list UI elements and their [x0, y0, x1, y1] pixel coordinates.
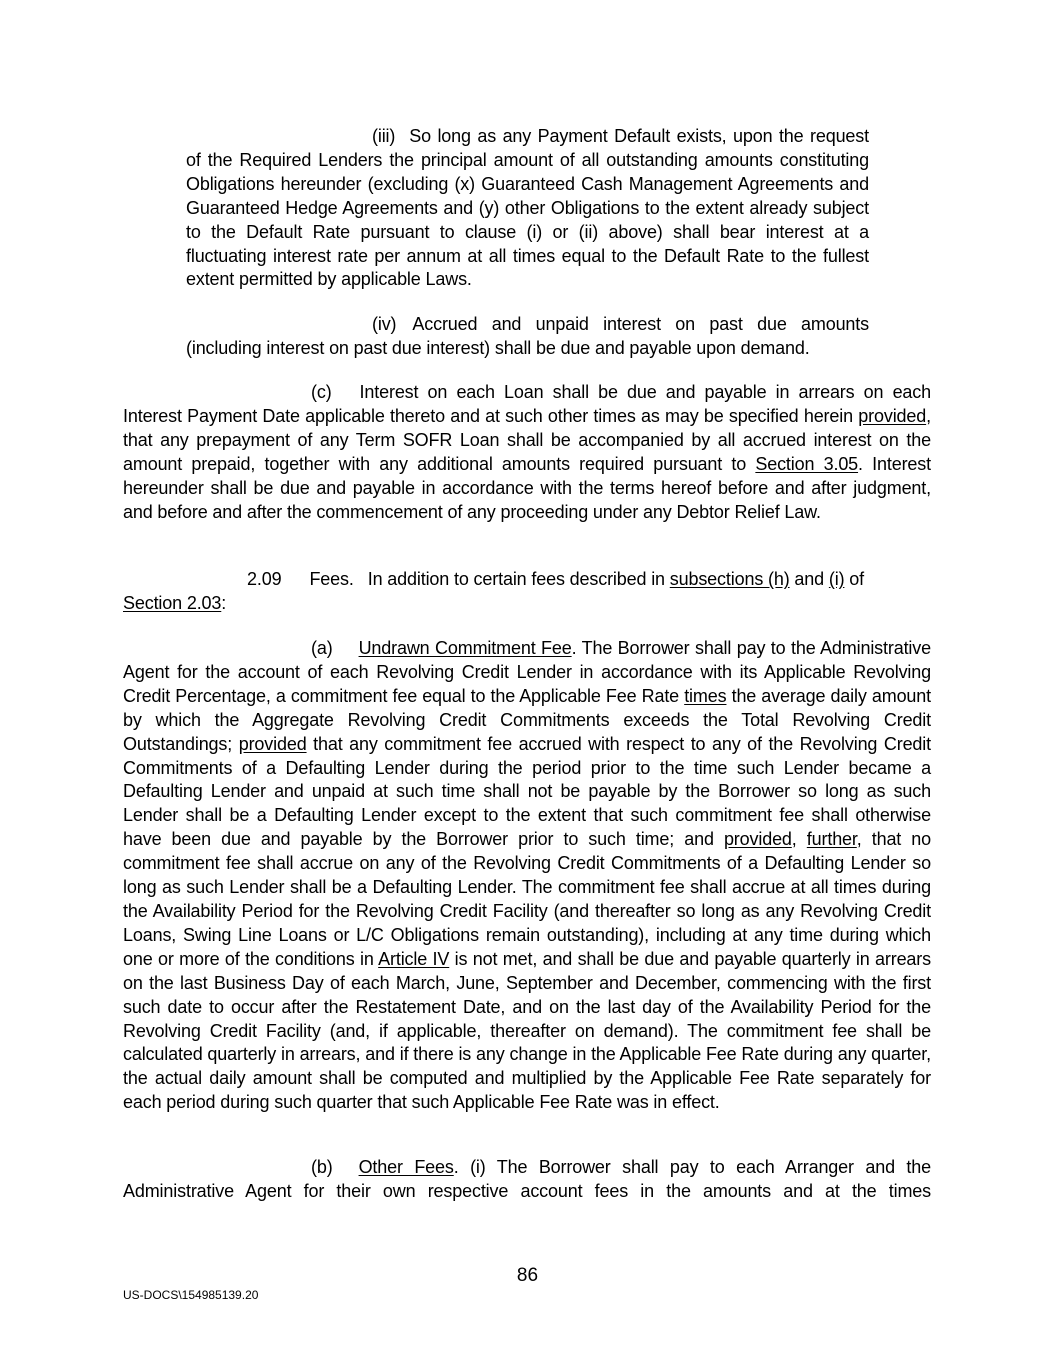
- paragraph-label: (iii): [372, 126, 396, 146]
- paragraph-c: (c) Interest on each Loan shall be due and payable in arrears on each Interest Payment Date applicable thereto and at such other times as may be specified herein provided, that any prepayment of any Term SOFR Loan shall be accompanied by all accrued interest on the amount prepaid, together with any additional amounts required pursuant to Section 3.05. Interest hereunder shall be due and payable in accordance with the terms hereof before and after judgment, and before and after the commencement of any proceeding under any Debtor Relief Law.: [123, 382, 931, 522]
- paragraph-label: (b): [311, 1157, 333, 1177]
- subsection-reference: (i): [828, 569, 845, 589]
- section-title: Fees.: [309, 569, 354, 589]
- paragraph-iv: [186, 313, 869, 361]
- paragraph-heading: Undrawn Commitment Fee: [358, 638, 572, 658]
- paragraph-label: (c): [311, 382, 332, 402]
- article-reference-link: Article IV: [378, 948, 450, 969]
- paragraph-iii: [186, 125, 869, 292]
- section-reference-link: Section 3.05: [755, 453, 859, 474]
- paragraph-text: So long as any Payment Default exists, upon the request of the Required Lenders the principal amount of all outstanding amounts constituting Obligations hereunder (excluding (x) Guaranteed Cash Management Agreements and Guaranteed Hedge Agreements and (y) other Obligations to the extent already subject to the Default Rate pursuant to clause (i) or (ii) above) shall bear interest at a fluctuating interest rate per annum at all times equal to the Default Rate to the fullest extent permitted by applicable Laws.: [186, 126, 869, 290]
- paragraph-label: (a): [311, 638, 333, 658]
- paragraph-label: (iv): [372, 314, 397, 334]
- section-reference-link: Section 2.03: [123, 592, 222, 613]
- section-number: 2.09: [247, 569, 282, 589]
- document-id: US-DOCS\154985139.20: [123, 1288, 259, 1302]
- provided-term: provided: [858, 405, 927, 426]
- paragraph-a-commitment-fee: (a) Undrawn Commitment Fee. The Borrower shall pay to the Administrative Agent for the account of each Revolving Credit Lender in accordance with its Applicable Revolving Credit Percentage, a commitment fee equal to the Applicable Fee Rate times the average daily amount by which the Aggregate Revolving Credit Commitments exceeds the Total Revolving Credit Outstandings; provided that any commitment fee accrued with respect to any of the Revolving Credit Commitments of a Defaulting Lender during the period prior to the time such Lender became a Defaulting Lender and unpaid at such time shall not be payable by the Borrower so long as such Lender shall be a Defaulting Lender except to the extent that such commitment fee shall otherwise have been due and payable by the Borrower prior to such time; and provided, further, that no commitment fee shall accrue on any of the Revolving Credit Commitments of a Defaulting Lender so long as such Lender shall be a Defaulting Lender. The commitment fee shall accrue at all times during the Availability Period for the Revolving Credit Facility (and thereafter so long as any Revolving Credit Loans, Swing Line Loans or L/C Obligations remain outstanding), including at any time during which one or more of the conditions in Article IV is not met, and shall be due and payable quarterly in arrears on the last Business Day of each March, June, September and December, commencing with the first such date to occur after the Restatement Date, and on the last day of the Availability Period for the Revolving Credit Facility (and, if applicable, thereafter on demand). The commitment fee shall be calculated quarterly in arrears, and if there is any change in the Applicable Fee Rate during any quarter, the actual daily amount shall be computed and multiplied by the Applicable Fee Rate separately for each period during such quarter that such Applicable Fee Rate was in effect.: [123, 638, 932, 1113]
- page-number: 86: [516, 1265, 539, 1286]
- paragraph-b-other-fees: (b) Other Fees. (i) The Borrower shall pay to each Arranger and the Administrative Agent for their own respective account fees in the amounts and at the times: [123, 1157, 931, 1201]
- subsection-reference: subsections (h): [669, 569, 790, 589]
- paragraph-text: Accrued and unpaid interest on past due amounts (including interest on past due interest) shall be due and payable upon demand.: [186, 314, 869, 358]
- paragraph-heading: Other Fees: [358, 1157, 454, 1177]
- section-2-09-heading: 2.09 Fees. In addition to certain fees described in subsections (h) and (i) of Section 2.03:: [123, 569, 864, 613]
